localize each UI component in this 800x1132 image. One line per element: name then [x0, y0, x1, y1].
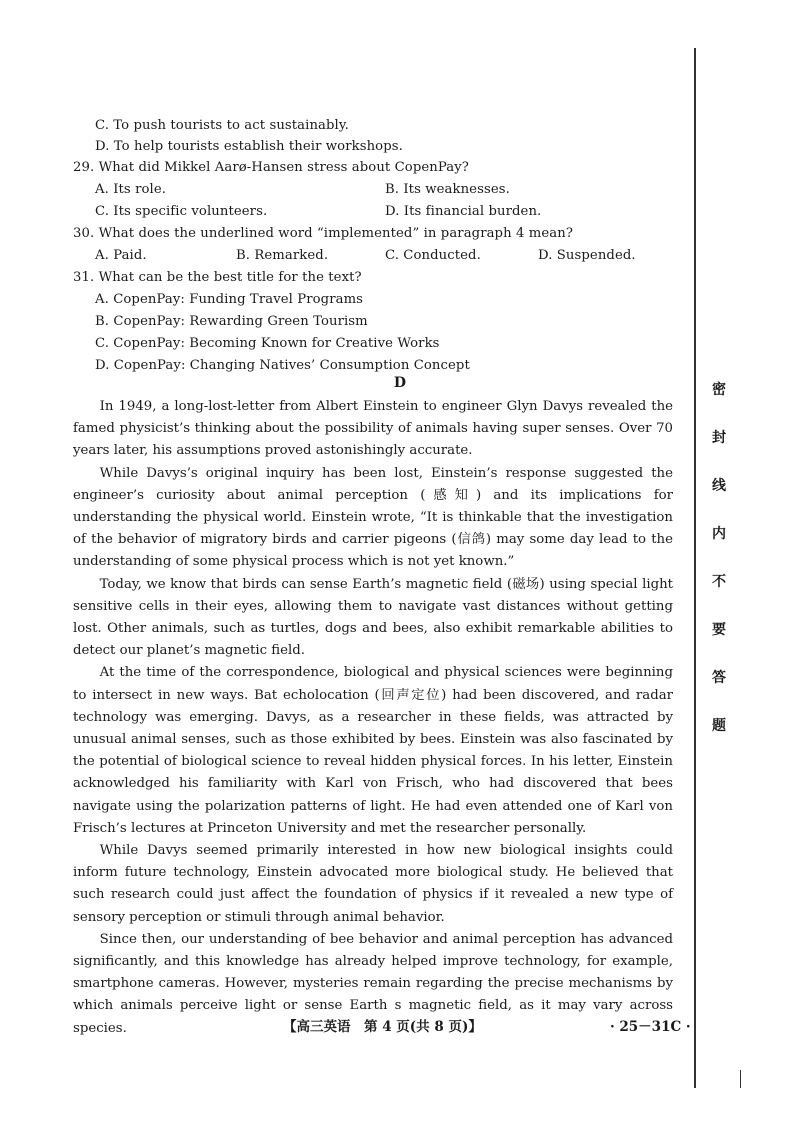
- page-footer: 【高三英语 第 4 页(共 8 页)】: [283, 1019, 482, 1035]
- q29-option-b: B. Its weaknesses.: [385, 182, 510, 197]
- q31-stem: 31. What can be the best title for the text?: [73, 270, 362, 285]
- passage-paragraph-5: While Davys seemed primarily interested in how new biological insights could inform future technology, Einstein advocated more biological study. He believed that such research could just affect the foundation of physics if it revealed a new type of sensory perception or stimuli through animal behavior.: [73, 843, 673, 925]
- q29-stem: 29. What did Mikkel Aarø-Hansen stress about CopenPay?: [73, 160, 469, 175]
- passage-paragraph-3: Today, we know that birds can sense Earth’s magnetic field (磁场) using special light sensitive cells in their eyes, allowing them to navigate vast distances without getting lost. Other animals, such as turtles, dogs and bees, also exhibit remarkable abilities to detect our planet’s magnetic field.: [73, 576, 673, 659]
- margin-char: 题: [712, 718, 726, 734]
- margin-char: 封: [712, 430, 726, 446]
- q29-option-d: D. Its financial burden.: [385, 204, 542, 219]
- paper-code: · 25－31C ·: [610, 1019, 691, 1035]
- margin-char: 密: [712, 382, 726, 398]
- margin-char: 答: [712, 670, 726, 686]
- q31-option-b: B. CopenPay: Rewarding Green Tourism: [95, 314, 368, 329]
- passage-paragraph-1: In 1949, a long-lost-letter from Albert Einstein to engineer Glyn Davys revealed the famed physicist’s thinking about the possibility of animals having super senses. Over 70 years later, his assumptions proved astonishingly accurate.: [73, 399, 673, 459]
- margin-char: 内: [712, 526, 726, 542]
- q30-option-a: A. Paid.: [95, 248, 147, 263]
- q28-option-d: D. To help tourists establish their workshops.: [95, 139, 403, 154]
- q31-option-d: D. CopenPay: Changing Natives’ Consumption Concept: [95, 358, 470, 373]
- q30-stem: 30. What does the underlined word “implemented” in paragraph 4 mean?: [73, 226, 574, 241]
- q30-option-d: D. Suspended.: [538, 248, 636, 263]
- margin-char: 线: [712, 478, 726, 494]
- q29-option-c: C. Its specific volunteers.: [95, 204, 268, 219]
- binding-margin-note: [708, 380, 730, 764]
- section-letter: D: [393, 375, 407, 391]
- binding-tick: [740, 1070, 741, 1088]
- q30-option-c: C. Conducted.: [385, 248, 481, 263]
- passage-paragraph-6: Since then, our understanding of bee behavior and animal perception has advanced significantly, and this knowledge has already helped improve technology, for example, smartphone cameras. However, mysteries remain regarding the precise mechanisms by which animals perceive light or sense Earth s magnetic field, as it may vary across species.: [73, 931, 673, 1036]
- margin-char: 要: [712, 622, 726, 638]
- margin-char: 不: [712, 574, 726, 590]
- q28-option-c: C. To push tourists to act sustainably.: [95, 118, 349, 133]
- passage-paragraph-2: While Davys’s original inquiry has been lost, Einstein’s response suggested the engineer’s curiosity about animal perception (感知) and its implications for understanding the physical world. Einstein wrote, “It is thinkable that the investigation of the behavior of migratory birds and carrier pigeons (信鸽) may some day lead to the understanding of some physical process which is not yet known.”: [73, 465, 673, 570]
- q31-option-c: C. CopenPay: Becoming Known for Creative Works: [95, 336, 440, 351]
- binding-line: [694, 48, 696, 1088]
- q31-option-a: A. CopenPay: Funding Travel Programs: [95, 292, 364, 307]
- passage-body: [73, 396, 673, 1040]
- passage-paragraph-4: At the time of the correspondence, biological and physical sciences were beginning to intersect in new ways. Bat echolocation (回声定位) had been discovered, and radar technology was emerging. Davys, as a researcher in these fields, was attracted by unusual animal senses, such as those exhibited by bees. Einstein was also fascinated by the potential of biological science to reveal hidden physical forces. In his letter, Einstein acknowledged his familiarity with Karl von Frisch, who had discovered that bees navigate using the polarization patterns of light. He had even attended one of Karl von Frisch’s lectures at Princeton University and met the researcher personally.: [73, 665, 673, 836]
- q29-option-a: A. Its role.: [95, 182, 167, 197]
- q30-option-b: B. Remarked.: [236, 248, 329, 263]
